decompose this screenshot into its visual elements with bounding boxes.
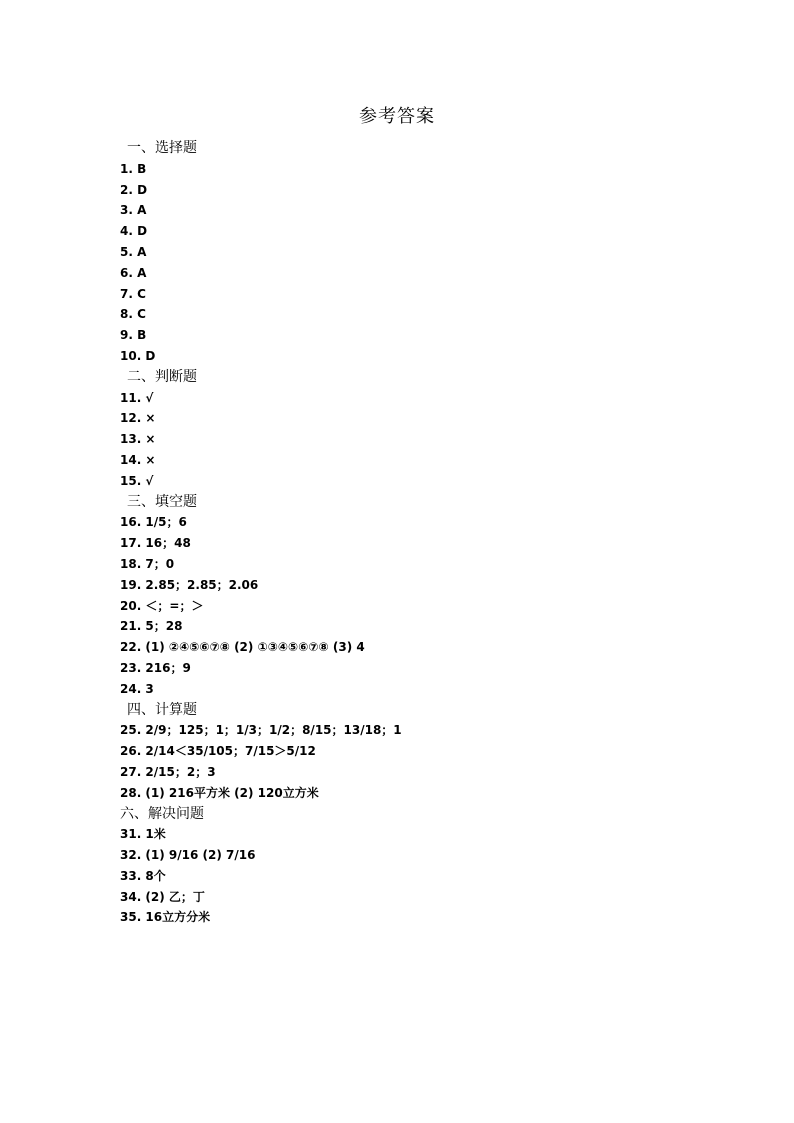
answer-item: 19. 2.85；2.85；2.06 bbox=[120, 577, 259, 592]
answer-item: 10. D bbox=[120, 348, 156, 363]
answer-item: 9. B bbox=[120, 328, 147, 343]
answer-item: 20. ＜；=；＞ bbox=[120, 598, 204, 613]
answer-item: 11. √ bbox=[120, 390, 154, 405]
answer-item: 25. 2/9；125；1；1/3；1/2；8/15；13/18；1 bbox=[120, 723, 402, 738]
section-heading: 四、计算题 bbox=[127, 701, 197, 718]
section-heading: 一、选择题 bbox=[127, 140, 197, 156]
answer-item: 15. √ bbox=[120, 473, 154, 488]
section-heading: 六、解决问题 bbox=[120, 805, 204, 822]
section-heading: 二、判断题 bbox=[127, 368, 197, 385]
answer-item: 14. × bbox=[120, 452, 156, 467]
answer-item: 35. 16立方分米 bbox=[120, 910, 211, 925]
answer-item: 22. (1) ②④⑤⑥⑦⑧ (2) ①③④⑤⑥⑦⑧ (3) 4 bbox=[120, 640, 365, 655]
answer-item: 34. (2) 乙；丁 bbox=[120, 889, 205, 904]
answer-item: 28. (1) 216平方米 (2) 120立方米 bbox=[120, 785, 319, 800]
answer-item: 4. D bbox=[120, 224, 148, 239]
answer-item: 2. D bbox=[120, 182, 148, 197]
answer-item: 18. 7；0 bbox=[120, 556, 175, 571]
answer-item: 32. (1) 9/16 (2) 7/16 bbox=[120, 848, 256, 863]
answer-item: 6. A bbox=[120, 265, 147, 280]
answer-item: 8. C bbox=[120, 307, 146, 322]
answer-item: 23. 216；9 bbox=[120, 660, 191, 675]
answer-item: 17. 16；48 bbox=[120, 536, 191, 551]
answer-item: 31. 1米 bbox=[120, 827, 166, 842]
answer-item: 26. 2/14＜35/105；7/15＞5/12 bbox=[120, 744, 316, 759]
answer-item: 12. × bbox=[120, 411, 156, 426]
answer-item: 21. 5；28 bbox=[120, 619, 183, 634]
answer-item: 13. × bbox=[120, 432, 156, 447]
answer-item: 7. C bbox=[120, 286, 146, 301]
section-heading: 三、填空题 bbox=[127, 493, 197, 510]
page-title: 参考答案 bbox=[359, 106, 435, 127]
answer-list bbox=[120, 138, 720, 928]
answer-item: 24. 3 bbox=[120, 681, 154, 696]
answer-item: 33. 8个 bbox=[120, 868, 166, 883]
answer-item: 3. A bbox=[120, 203, 147, 218]
answer-item: 1. B bbox=[120, 161, 147, 176]
answer-item: 16. 1/5；6 bbox=[120, 515, 187, 530]
answer-item: 27. 2/15；2；3 bbox=[120, 764, 216, 779]
answer-item: 5. A bbox=[120, 244, 147, 259]
